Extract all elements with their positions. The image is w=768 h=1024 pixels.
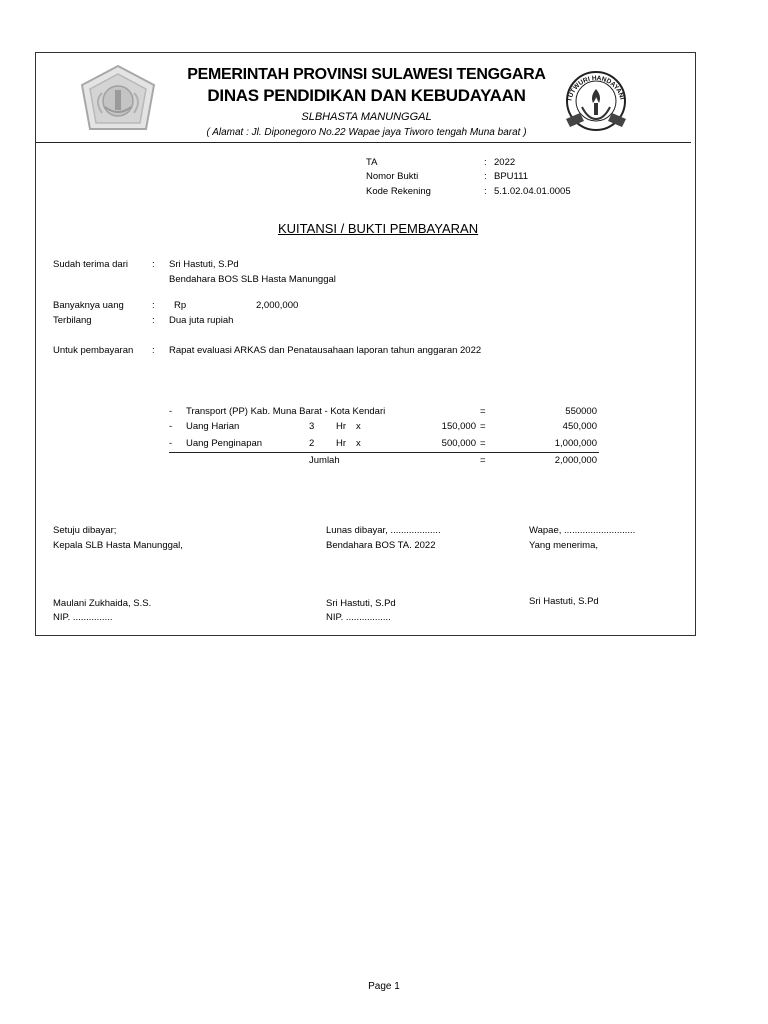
sign-mid-nip: NIP. ................. (326, 612, 391, 623)
terbilang-label: Terbilang (53, 315, 92, 326)
header-province: PEMERINTAH PROVINSI SULAWESI TENGGARA (187, 66, 546, 83)
page-number: Page 1 (368, 981, 400, 992)
item-total: 550000 (565, 406, 597, 417)
tut-wuri-handayani-logo (558, 63, 634, 133)
ta-value: 2022 (494, 157, 516, 168)
kode-label: Kode Rekening (366, 186, 431, 197)
header-rule (36, 142, 691, 143)
item-x: x (356, 421, 361, 432)
item-x: x (356, 438, 361, 449)
item-eq: = (480, 421, 486, 432)
item-qty: 2 (309, 438, 315, 449)
jumlah-label: Jumlah (309, 455, 340, 466)
item-desc: Transport (PP) Kab. Muna Barat - Kota Kendari (186, 406, 386, 417)
amount: 2,000,000 (256, 300, 299, 311)
banyak-sep: : (152, 300, 155, 311)
currency: Rp (174, 300, 187, 311)
terbilang-sep: : (152, 315, 155, 326)
untuk-value: Rapat evaluasi ARKAS dan Penatausahaan laporan tahun anggaran 2022 (169, 345, 482, 356)
kode-value: 5.1.02.04.01.0005 (494, 186, 571, 197)
ta-sep: : (484, 157, 487, 168)
header-address: ( Alamat : Jl. Diponegoro No.22 Wapae jaya Tiworo tengah Muna barat ) (206, 127, 527, 138)
jumlah-eq: = (480, 455, 486, 466)
item-unit: Hr (336, 421, 347, 432)
item-dash: - (169, 421, 173, 432)
terima-label: Sudah terima dari (53, 259, 128, 270)
receipt-sheet (35, 52, 696, 636)
sign-mid-line1: Lunas dibayar, ................... (326, 525, 441, 536)
header-school: SLBHASTA MANUNGGAL (301, 111, 432, 123)
sign-right-line1: Wapae, ........................... (529, 525, 636, 536)
document-title: KUITANSI / BUKTI PEMBAYARAN (278, 221, 479, 236)
jumlah-value: 2,000,000 (554, 455, 597, 466)
total-rule (169, 452, 599, 453)
item-eq: = (480, 406, 486, 417)
item-desc: Uang Penginapan (186, 438, 263, 449)
sign-right-line2: Yang menerima, (529, 540, 598, 551)
untuk-label: Untuk pembayaran (53, 345, 134, 356)
terima-sep: : (152, 259, 155, 270)
item-qty: 3 (309, 421, 315, 432)
untuk-sep: : (152, 345, 155, 356)
terima-role: Bendahara BOS SLB Hasta Manunggal (169, 274, 336, 285)
ta-label: TA (366, 157, 378, 168)
sign-mid-name: Sri Hastuti, S.Pd (326, 598, 396, 609)
sign-right-name: Sri Hastuti, S.Pd (529, 596, 599, 607)
nomor-value: BPU111 (494, 171, 528, 182)
nomor-label: Nomor Bukti (366, 171, 419, 182)
item-price: 500,000 (441, 438, 476, 449)
sign-left-line1: Setuju dibayar; (53, 525, 117, 536)
sign-left-nip: NIP. ............... (53, 612, 113, 623)
sign-mid-line2: Bendahara BOS TA. 2022 (326, 540, 436, 551)
item-dash: - (169, 406, 173, 417)
item-total: 450,000 (562, 421, 597, 432)
kode-sep: : (484, 186, 487, 197)
item-desc: Uang Harian (186, 421, 240, 432)
item-total: 1,000,000 (554, 438, 597, 449)
svg-text:TUTWURI HANDAYANI: TUTWURI HANDAYANI (566, 74, 626, 103)
banyak-label: Banyaknya uang (53, 300, 124, 311)
terbilang-value: Dua juta rupiah (169, 315, 234, 326)
sign-left-line2: Kepala SLB Hasta Manunggal, (53, 540, 183, 551)
item-price: 150,000 (441, 421, 476, 432)
nomor-sep: : (484, 171, 487, 182)
item-unit: Hr (336, 438, 347, 449)
header-department: DINAS PENDIDIKAN DAN KEBUDAYAAN (207, 86, 526, 105)
item-dash: - (169, 438, 173, 449)
item-eq: = (480, 438, 486, 449)
sign-left-name: Maulani Zukhaida, S.S. (53, 598, 152, 609)
terima-name: Sri Hastuti, S.Pd (169, 259, 239, 270)
